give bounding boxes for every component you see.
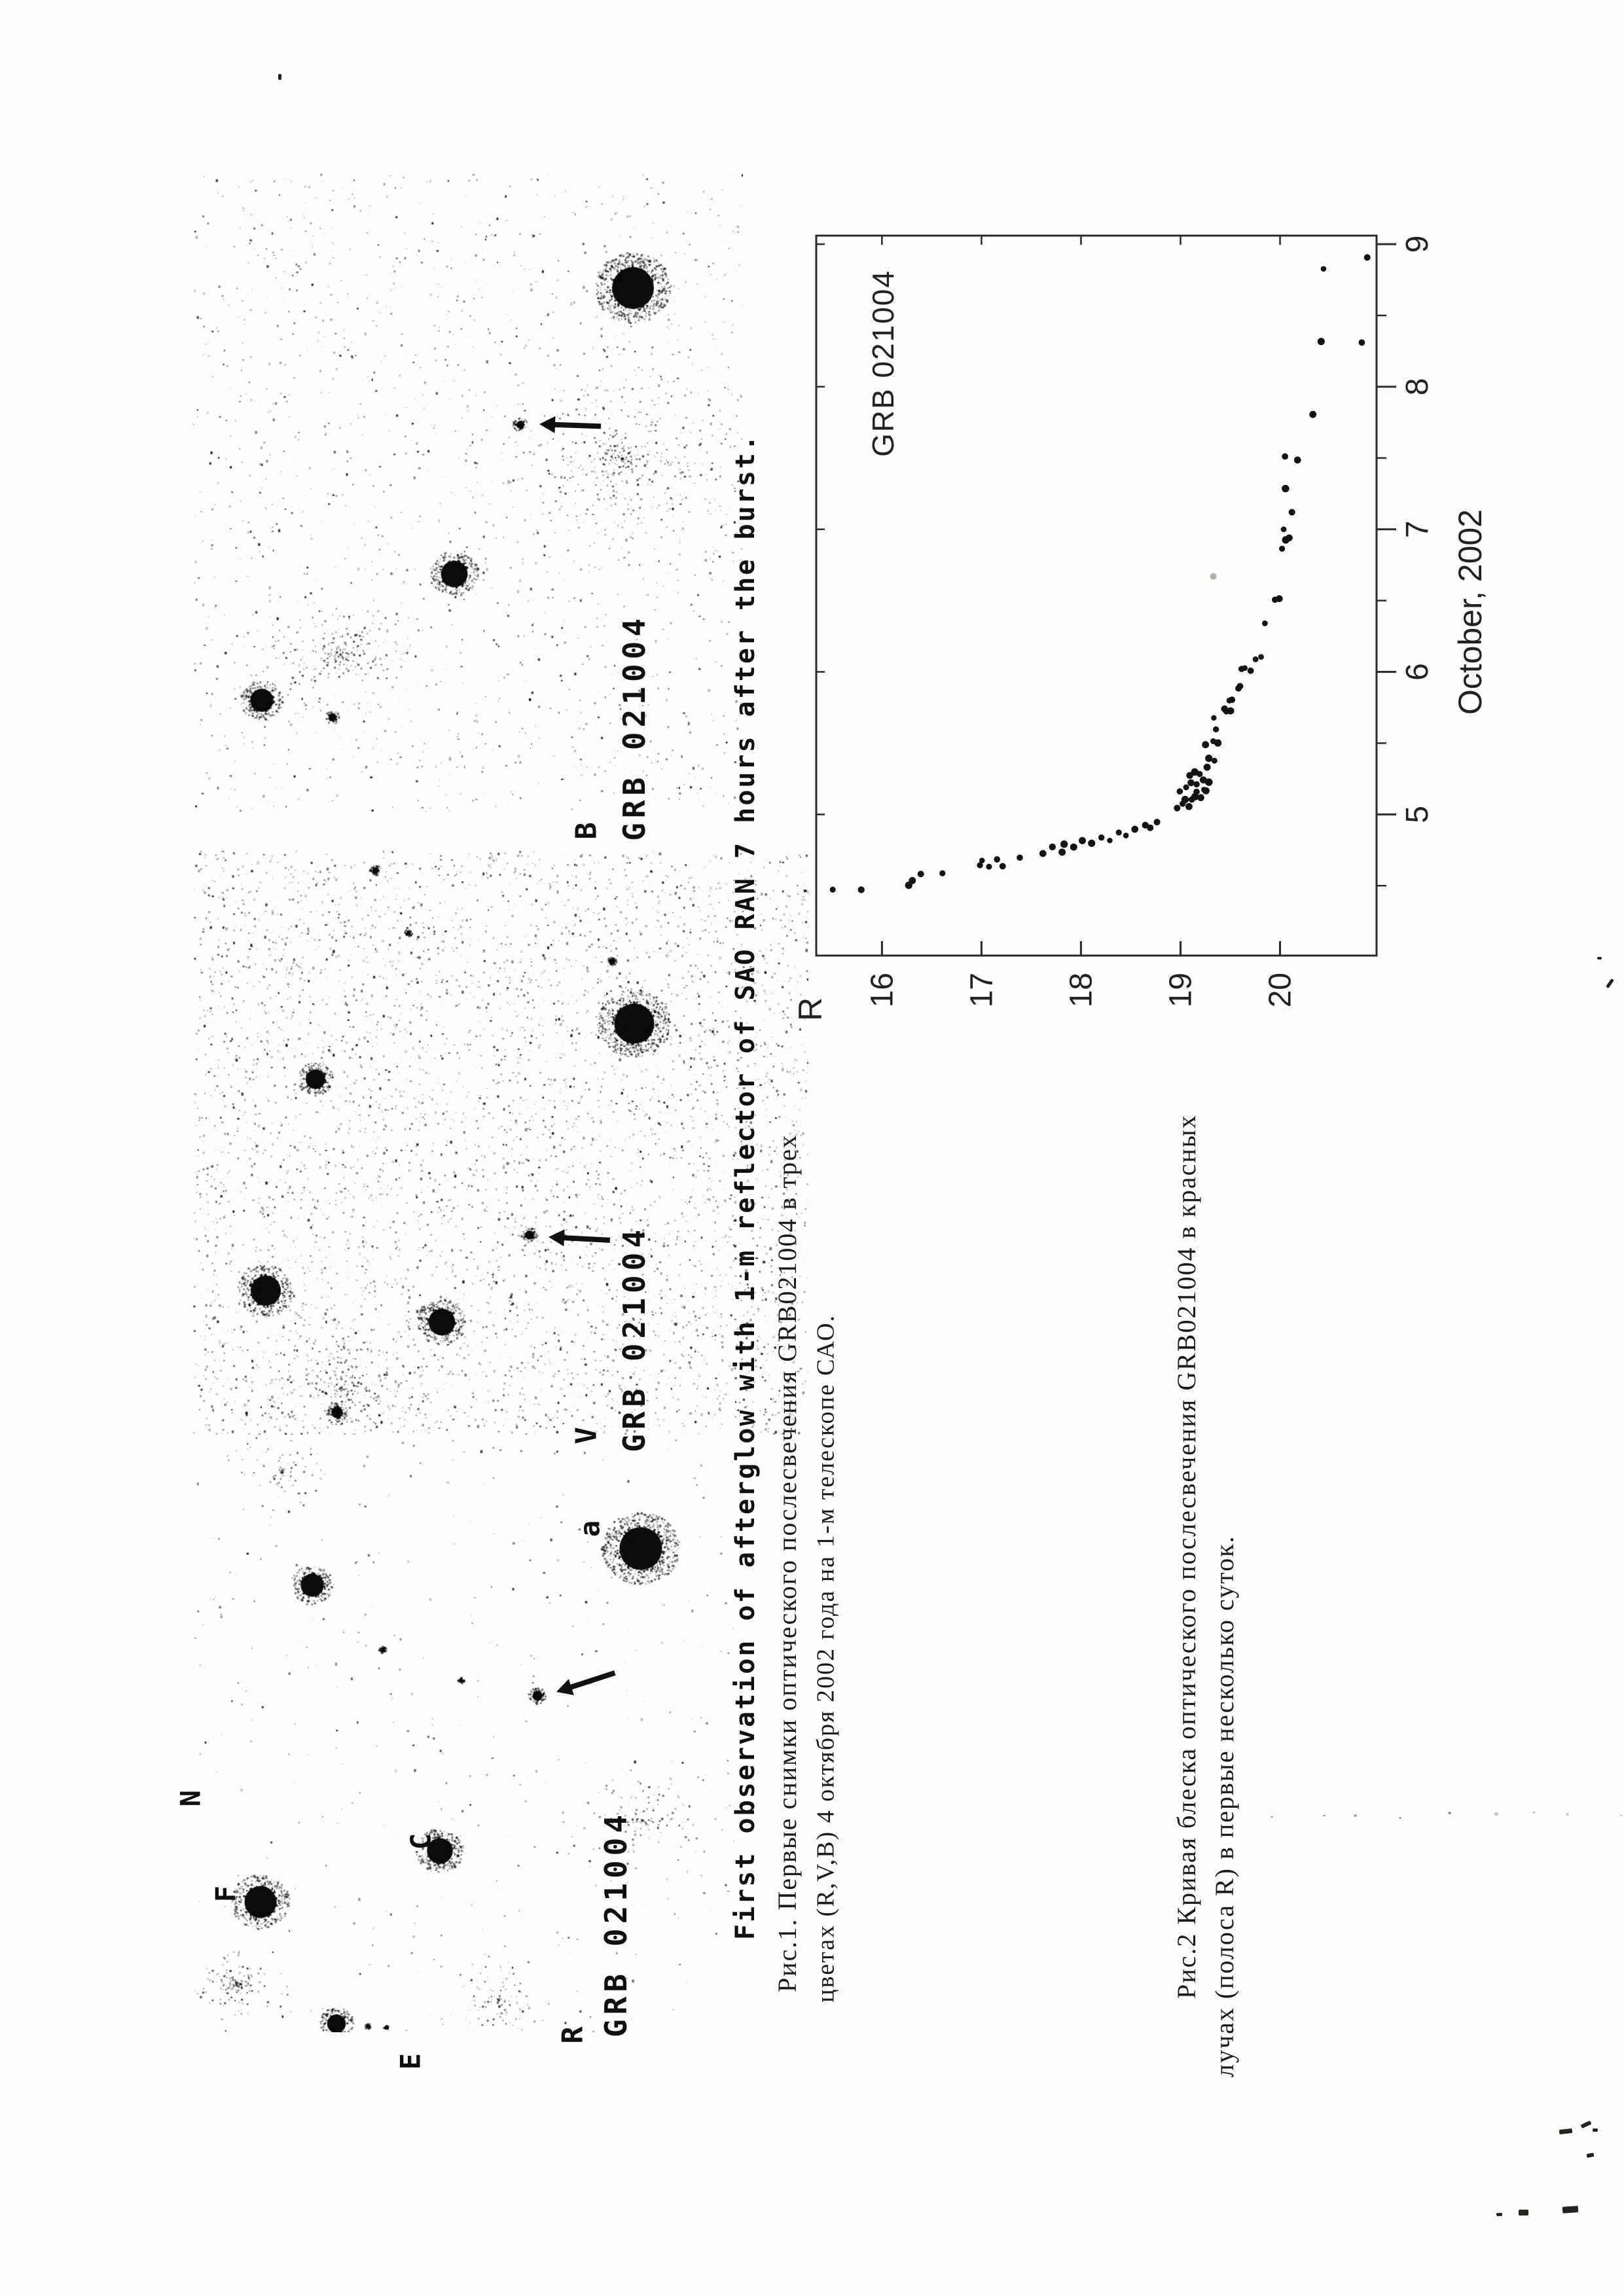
data-point: [1049, 844, 1056, 850]
data-point: [1088, 840, 1095, 847]
data-point: [994, 856, 1000, 863]
x-tick-label: 6: [1400, 663, 1435, 681]
data-point: [830, 887, 836, 893]
data-point: [1282, 453, 1288, 459]
data-point: [1200, 776, 1207, 783]
data-point: [858, 886, 865, 893]
data-point: [1318, 338, 1325, 345]
data-point: [1210, 738, 1216, 744]
reference-star-label-E: E: [394, 2053, 427, 2070]
data-point: [1201, 787, 1207, 793]
data-point: [1060, 840, 1068, 848]
y-axis-title: R: [792, 997, 829, 1022]
afterglow-arrow-icon: [543, 1215, 624, 1265]
data-point: [1358, 339, 1365, 346]
data-point: [1187, 780, 1195, 787]
scan-artifact-mark: [1587, 2153, 1595, 2158]
scan-artifact-mark: [1559, 2128, 1573, 2134]
data-point: [1248, 668, 1254, 674]
x-axis-title: October, 2002: [1452, 509, 1489, 715]
figure2-caption-line1: Рис.2 Кривая блеска оптического послесвечения GRB021004 в красных: [1172, 1114, 1201, 1999]
scan-dust-dot: [1566, 1813, 1569, 1815]
afterglow-arrow-icon: [535, 403, 615, 451]
figure2-caption-line2: лучах (полоса R) в первые несколько суток.: [1210, 1535, 1239, 2077]
data-point: [1236, 683, 1243, 689]
data-point: [1279, 546, 1285, 552]
data-point: [1282, 485, 1289, 492]
data-point: [1321, 266, 1326, 272]
scan-dust-dot: [1533, 1812, 1535, 1813]
starfield-image-b-band: [193, 173, 743, 812]
figure1-caption-line1: Рис.1. Первые снимки оптического послесвечения GRB021004 в трех: [772, 1134, 802, 1992]
band-label-v: V: [569, 1422, 604, 1444]
data-point: [909, 877, 916, 884]
data-point: [1211, 715, 1216, 721]
y-tick-label: 18: [1064, 973, 1099, 1008]
figure1-caption-line2: цветах (R,V,B) 4 октября 2002 года на 1-м телескопе САО.: [812, 1314, 840, 2003]
band-label-b: B: [569, 817, 604, 840]
grb-name-label-v: GRB 021004: [617, 1225, 653, 1452]
data-point: [1276, 595, 1283, 602]
scan-artifact-mark: [278, 74, 281, 80]
data-point: [1039, 850, 1047, 857]
scan-artifact-mark: [1597, 957, 1602, 960]
scan-artifact-mark: [1580, 2121, 1591, 2128]
scan-artifact-mark: [1496, 2213, 1502, 2216]
grb-name-label-r: GRB 021004: [598, 1810, 634, 2037]
scan-artifact-mark: [1562, 2206, 1579, 2214]
scan-dust-dot: [1323, 1815, 1326, 1817]
reference-star-label-a: a: [573, 1520, 606, 1537]
data-point: [1079, 837, 1086, 844]
data-point: [979, 857, 985, 863]
data-point: [1227, 708, 1234, 715]
y-tick-label: 16: [865, 973, 900, 1008]
data-point: [1294, 457, 1301, 464]
data-point: [1177, 788, 1183, 795]
data-point: [1281, 526, 1287, 532]
page-title: First observation of afterglow with 1-m reflector of SAO RAN 7 hours after the burst.: [731, 433, 761, 1940]
data-point: [1221, 706, 1228, 713]
data-point: [1154, 819, 1161, 825]
scan-dust-dot: [1399, 1817, 1401, 1819]
starfield-image-v-band: [193, 851, 808, 1435]
chart-annotation: GRB 021004: [866, 270, 900, 457]
data-point: [1058, 849, 1066, 856]
x-tick-label: 7: [1400, 520, 1435, 539]
data-point: [939, 870, 945, 876]
scan-artifact-mark: [1606, 978, 1614, 988]
data-point: [1205, 755, 1212, 762]
data-point: [1131, 826, 1138, 833]
data-point: [1213, 726, 1219, 732]
x-tick-label: 8: [1400, 378, 1435, 396]
data-point: [1116, 829, 1122, 835]
data-point: [918, 870, 924, 877]
data-point: [1174, 805, 1180, 812]
grb-name-label-b: GRB 021004: [617, 613, 653, 841]
data-point: [1229, 696, 1235, 703]
plot-border: [816, 236, 1377, 956]
data-point: [1309, 411, 1316, 418]
data-point: [1364, 254, 1371, 260]
data-point: [1242, 665, 1248, 671]
data-point: [1123, 833, 1129, 838]
reference-star-label-N: N: [174, 1790, 207, 1807]
data-point: [1191, 768, 1198, 776]
y-tick-label: 19: [1163, 973, 1199, 1008]
data-point: [1000, 863, 1006, 870]
band-label-r: R: [556, 2022, 590, 2044]
data-point: [1253, 656, 1259, 662]
data-point: [1204, 764, 1211, 771]
data-point: [1193, 789, 1200, 795]
light-curve-plot-svg: [764, 137, 1497, 1054]
faint-data-point: [1210, 573, 1217, 580]
data-point: [1202, 741, 1209, 748]
scan-dust-dot: [1354, 1814, 1358, 1817]
data-point: [1289, 509, 1295, 516]
data-point: [1193, 781, 1200, 788]
data-point: [1017, 855, 1023, 861]
scan-artifact-mark: [1519, 2210, 1528, 2215]
data-point: [1182, 796, 1189, 803]
data-point: [1183, 784, 1189, 790]
data-point: [1185, 803, 1193, 810]
data-point: [986, 864, 992, 870]
data-point: [1098, 834, 1104, 840]
y-tick-label: 17: [964, 973, 1000, 1008]
scan-dust-dot: [1448, 1812, 1451, 1814]
data-point: [1258, 654, 1264, 660]
data-point: [1070, 844, 1077, 851]
reference-star-label-C: C: [405, 1833, 437, 1850]
x-tick-label: 5: [1400, 806, 1435, 823]
light-curve-chart: [792, 235, 1489, 1022]
data-point: [1107, 838, 1112, 843]
scan-artifact-mark: [1593, 2128, 1598, 2132]
reference-star-label-F: F: [209, 1886, 242, 1903]
data-point: [1142, 822, 1149, 829]
scan-dust-dot: [1494, 1812, 1498, 1816]
y-tick-label: 20: [1263, 973, 1298, 1008]
data-point: [1286, 534, 1293, 541]
data-point: [1262, 620, 1268, 626]
scan-dust-dot: [1271, 1816, 1273, 1818]
scan-dust-dot: [1620, 1815, 1623, 1817]
x-tick-label: 9: [1400, 235, 1435, 253]
starfield-image-r-band: [193, 1437, 736, 2032]
